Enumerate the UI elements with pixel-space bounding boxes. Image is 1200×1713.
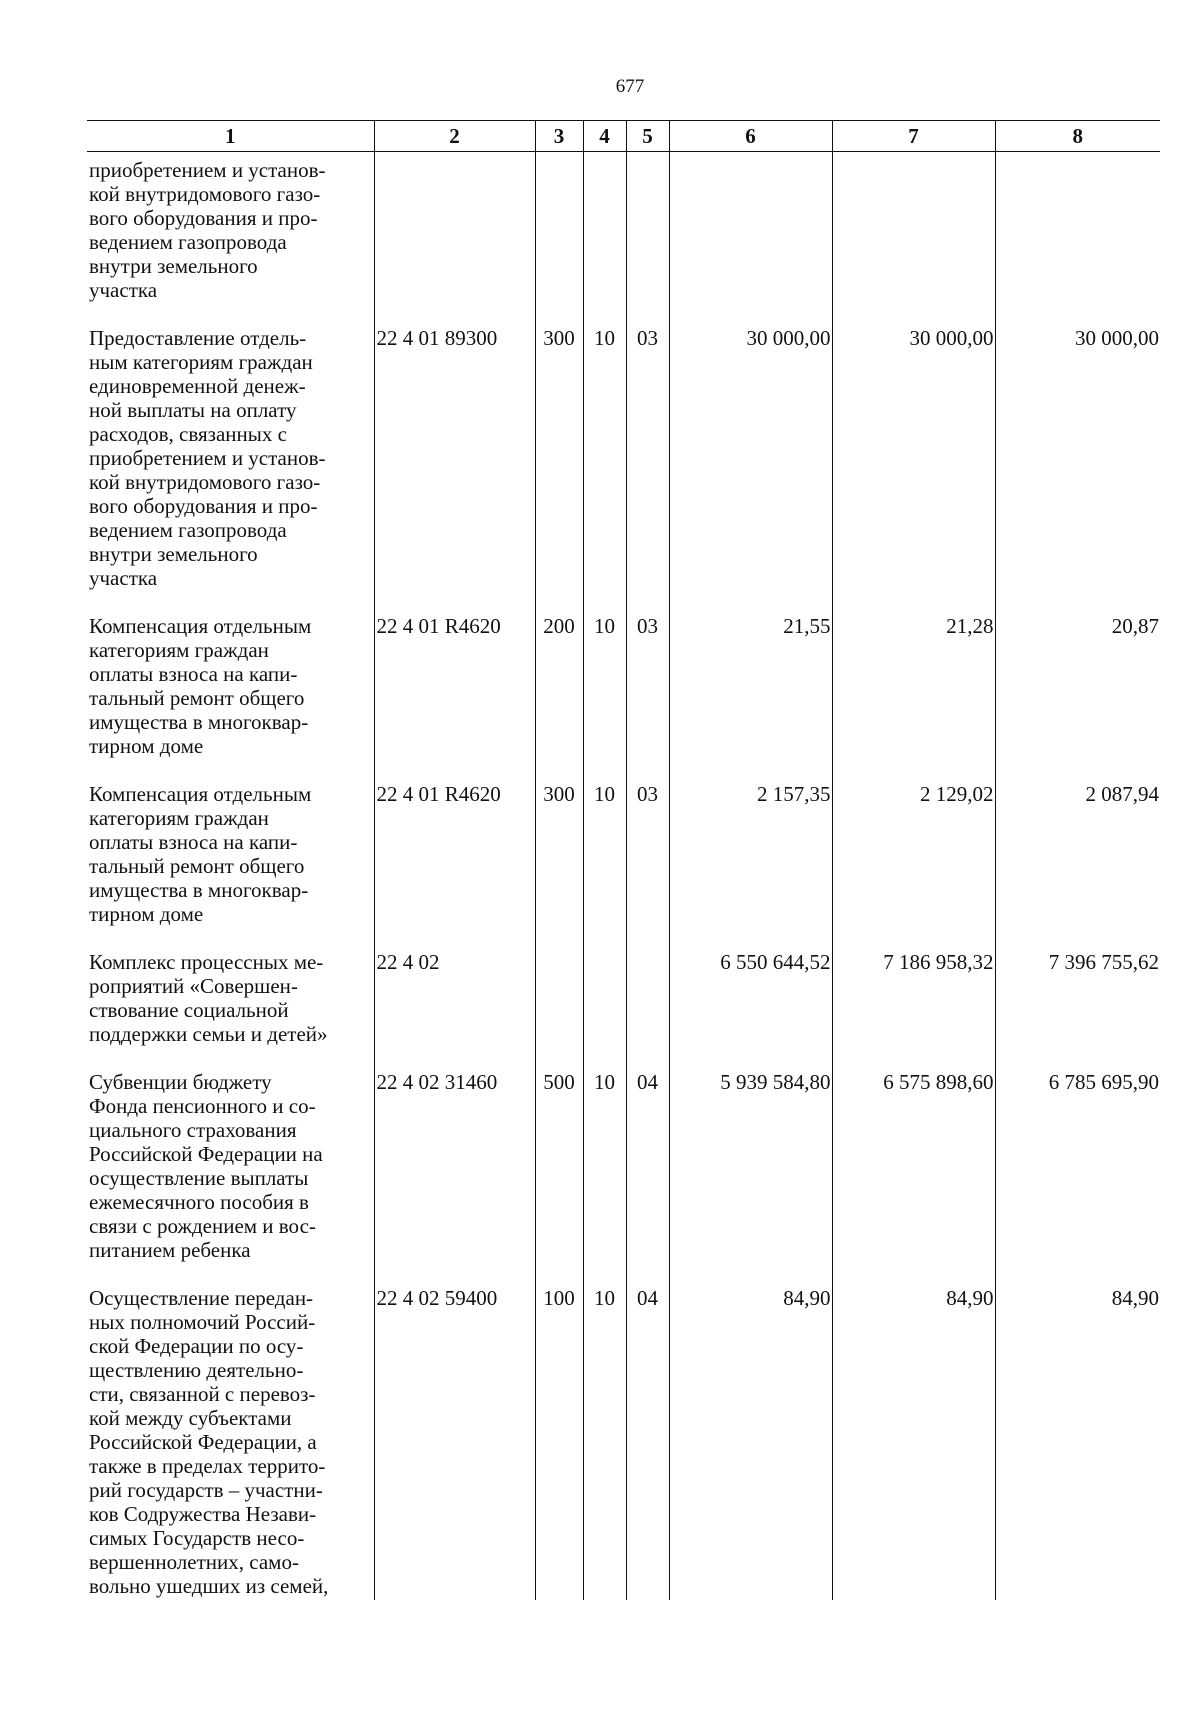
row-code: 22 4 01 89300 xyxy=(374,326,535,614)
row-rz: 10 xyxy=(583,1286,626,1600)
row-vr xyxy=(535,152,583,327)
row-code: 22 4 01 R4620 xyxy=(374,614,535,782)
table-body xyxy=(87,152,1160,1601)
row-name: Осуществление передан- ных полномочий Россий- ской Федерации по осу- ществлению деятельно- сти, связанной с перевоз- кой между субъектами Российской Федерации, а также в пределах террито- рий государств – участни- ков Содружества Незави- симых Государств несо- вершеннолетних, само- вольно ушедших из семей, xyxy=(87,1286,374,1600)
row-pr xyxy=(626,950,669,1070)
row-pr: 04 xyxy=(626,1070,669,1286)
row-name: Компенсация отдельным категориям граждан оплаты взноса на капи- тальный ремонт общего имущества в многоквар- тирном доме xyxy=(87,614,374,782)
header-row xyxy=(87,121,1160,152)
row-code: 22 4 01 R4620 xyxy=(374,782,535,950)
header-col-7: 7 xyxy=(832,121,995,152)
row-vr xyxy=(535,950,583,1070)
row-rz xyxy=(583,152,626,327)
row-year3: 84,90 xyxy=(995,1286,1160,1600)
row-pr xyxy=(626,152,669,327)
row-rz: 10 xyxy=(583,1070,626,1286)
row-year3: 20,87 xyxy=(995,614,1160,782)
row-year1: 30 000,00 xyxy=(669,326,832,614)
row-year3: 7 396 755,62 xyxy=(995,950,1160,1070)
row-vr: 300 xyxy=(535,782,583,950)
header-col-4: 4 xyxy=(583,121,626,152)
header-col-1: 1 xyxy=(87,121,374,152)
budget-table xyxy=(87,120,1160,1600)
row-year3: 2 087,94 xyxy=(995,782,1160,950)
row-year1 xyxy=(669,152,832,327)
row-year2: 6 575 898,60 xyxy=(832,1070,995,1286)
row-year1: 5 939 584,80 xyxy=(669,1070,832,1286)
row-year1: 21,55 xyxy=(669,614,832,782)
row-pr: 03 xyxy=(626,326,669,614)
header-col-2: 2 xyxy=(374,121,535,152)
row-vr: 500 xyxy=(535,1070,583,1286)
header-col-5: 5 xyxy=(626,121,669,152)
row-pr: 04 xyxy=(626,1286,669,1600)
row-name: Компенсация отдельным категориям граждан оплаты взноса на капи- тальный ремонт общего имущества в многоквар- тирном доме xyxy=(87,782,374,950)
row-code xyxy=(374,152,535,327)
table-row xyxy=(87,950,1160,1070)
page-number: 677 xyxy=(615,76,645,97)
table-row xyxy=(87,1286,1160,1600)
header-col-3: 3 xyxy=(535,121,583,152)
row-name: приобретением и установ- кой внутридомового газо- вого оборудования и про- ведением газопровода внутри земельного участка xyxy=(87,152,374,327)
table-row xyxy=(87,326,1160,614)
row-year2: 2 129,02 xyxy=(832,782,995,950)
row-year3: 6 785 695,90 xyxy=(995,1070,1160,1286)
header-col-8: 8 xyxy=(995,121,1160,152)
row-year2: 7 186 958,32 xyxy=(832,950,995,1070)
row-code: 22 4 02 31460 xyxy=(374,1070,535,1286)
row-year1: 84,90 xyxy=(669,1286,832,1600)
row-year1: 6 550 644,52 xyxy=(669,950,832,1070)
table-row xyxy=(87,614,1160,782)
table-header xyxy=(87,121,1160,152)
row-vr: 200 xyxy=(535,614,583,782)
row-vr: 100 xyxy=(535,1286,583,1600)
row-year3 xyxy=(995,152,1160,327)
row-pr: 03 xyxy=(626,614,669,782)
row-rz: 10 xyxy=(583,782,626,950)
row-name: Предоставление отдель- ным категориям граждан единовременной денеж- ной выплаты на оплату расходов, связанных с приобретением и установ- кой внутридомового газо- вого оборудования и про- ведением газопровода внутри земельного участка xyxy=(87,326,374,614)
row-year2 xyxy=(832,152,995,327)
row-name: Субвенции бюджету Фонда пенсионного и со- циального страхования Российской Федерации на осуществление выплаты ежемесячного пособия в связи с рождением и вос- питанием ребенка xyxy=(87,1070,374,1286)
row-rz: 10 xyxy=(583,326,626,614)
row-rz xyxy=(583,950,626,1070)
row-year2: 30 000,00 xyxy=(832,326,995,614)
row-rz: 10 xyxy=(583,614,626,782)
row-vr: 300 xyxy=(535,326,583,614)
row-code: 22 4 02 59400 xyxy=(374,1286,535,1600)
row-name: Комплекс процессных ме- роприятий «Совершен- ствование социальной поддержки семьи и детей» xyxy=(87,950,374,1070)
row-code: 22 4 02 xyxy=(374,950,535,1070)
header-col-6: 6 xyxy=(669,121,832,152)
row-year2: 21,28 xyxy=(832,614,995,782)
row-year3: 30 000,00 xyxy=(995,326,1160,614)
table-row xyxy=(87,782,1160,950)
row-year1: 2 157,35 xyxy=(669,782,832,950)
table-row xyxy=(87,152,1160,327)
row-pr: 03 xyxy=(626,782,669,950)
row-year2: 84,90 xyxy=(832,1286,995,1600)
table-row xyxy=(87,1070,1160,1286)
